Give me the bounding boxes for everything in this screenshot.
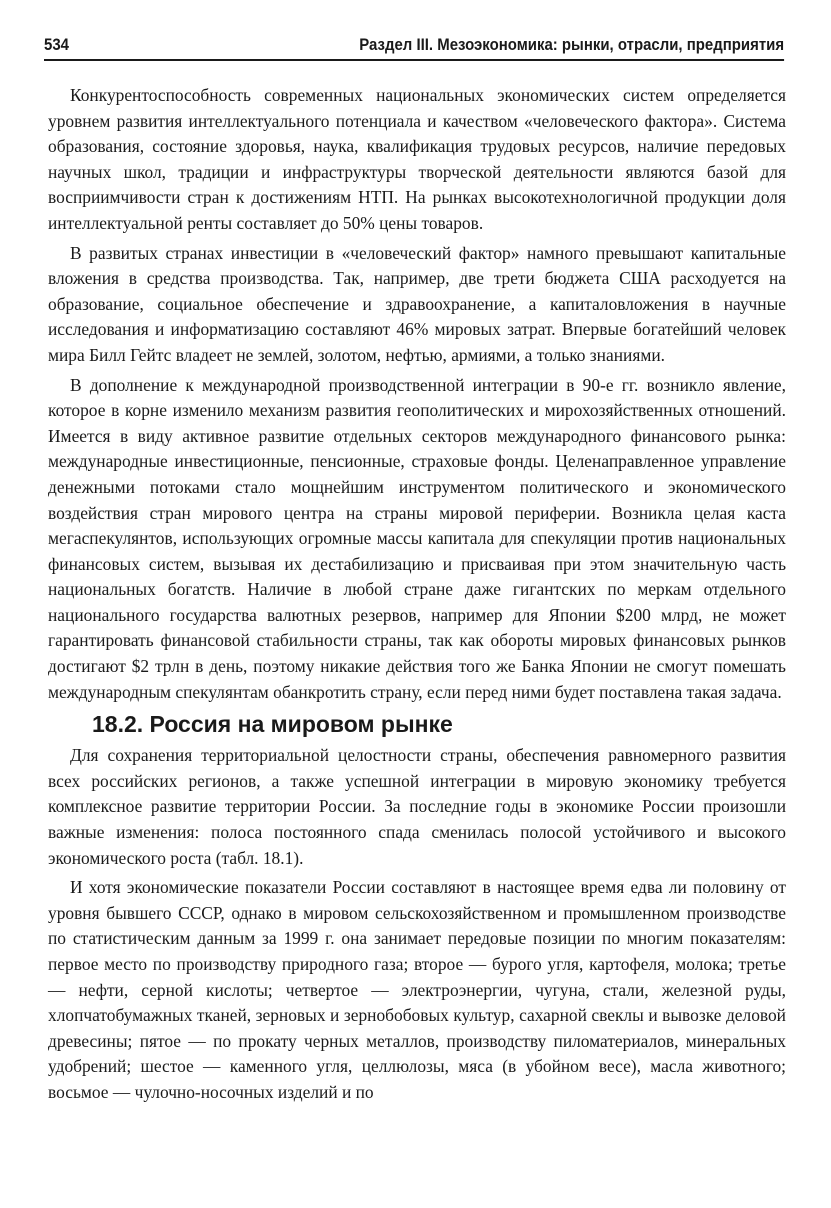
paragraph: Конкурентоспособность современных национальных экономических систем определяется уровнем развития интеллектуального потенциала и качеством «человеческого фактора». Система образования, состояние здоровья, наука, квалификация трудовых ресурсов, наличие передовых научных школ, традиции и инфраструктуры творческой деятельности являются базой для восприимчивости стран к достижениям НТП. На рынках высокотехнологичной продукции доля интеллектуальной ренты составляет до 50% цены товаров.: [48, 85, 786, 233]
running-head: [44, 33, 784, 61]
section-heading: [48, 709, 786, 739]
running-section-title: Раздел III. Мезоэкономика: рынки, отрасли, предприятия: [359, 35, 785, 54]
paragraph: И хотя экономические показатели России составляют в настоящее время едва ли половину от уровня бывшего СССР, однако в мировом сельскохозяйственном и промышленном производстве по статистическим данным за 1999 г. она занимает передовые позиции по многим показателям: первое место по производству природного газа; второе — бурого угля, картофеля, молока; третье — нефти, серной кислоты; четвертое — электроэнергии, чугуна, стали, железной руды, хлопчатобумажных тканей, зерновых и зернобобовых культур, сахарной свеклы и вывозке деловой древесины; пятое — по прокату черных металлов, производству пиломатериалов, минеральных удобрений; шестое — каменного угля, целлюлозы, мяса (в убойном весе), масла животного; восьмое — чулочно-носочных изделий и по: [48, 877, 786, 1102]
paragraph: В развитых странах инвестиции в «человеческий фактор» намного превышают капитальные вложения в средства производства. Так, например, две трети бюджета США расходуется на образование, социальное обеспечение и здравоохранение, а капиталовложения в научные исследования и информатизацию составляют 46% мировых затрат. Впервые богатейший человек мира Билл Гейтс владеет не землей, золотом, нефтью, армиями, а только знаниями.: [48, 242, 786, 365]
body-text: [48, 83, 786, 1110]
paragraph: Для сохранения территориальной целостности страны, обеспечения равномерного развития всех российских регионов, а также успешной интеграции в мировую экономику требуется комплексное развитие территории России. За последние годы в экономике России произошли важные изменения: полоса постоянного спада сменилась полосой устойчивого и высокого экономического роста (табл. 18.1).: [48, 745, 786, 868]
section-heading-text: 18.2. Россия на мировом рынке: [92, 711, 453, 738]
page-number: 534: [44, 35, 69, 54]
paragraph: В дополнение к международной производственной интеграции в 90-е гг. возникло явление, которое в корне изменило механизм развития геополитических и мирохозяйственных отношений. Имеется в виду активное развитие отдельных секторов международного финансового рынка: международные инвестиционные, пенсионные, страховые фонды. Целенаправленное управление денежными потоками стало мощнейшим инструментом политического и экономического воздействия стран мирового центра на страны мировой периферии. Возникла целая каста мегаспекулянтов, использующих огромные массы капитала для спекуляции против национальных финансовых систем, вызывая их дестабилизацию и присваивая при этом значительную часть национальных богатств. Наличие в любой стране даже гигантских по меркам отдельного национального государства валютных резервов, например для Японии $200 млрд, не может гарантировать финансовой стабильности страны, так как обороты мировых финансовых рынков достигают $2 трлн в день, поэтому никакие действия того же Банка Японии не смогут помешать международным спекулянтам обанкротить страну, если перед ними будет поставлена такая задача.: [48, 374, 786, 702]
